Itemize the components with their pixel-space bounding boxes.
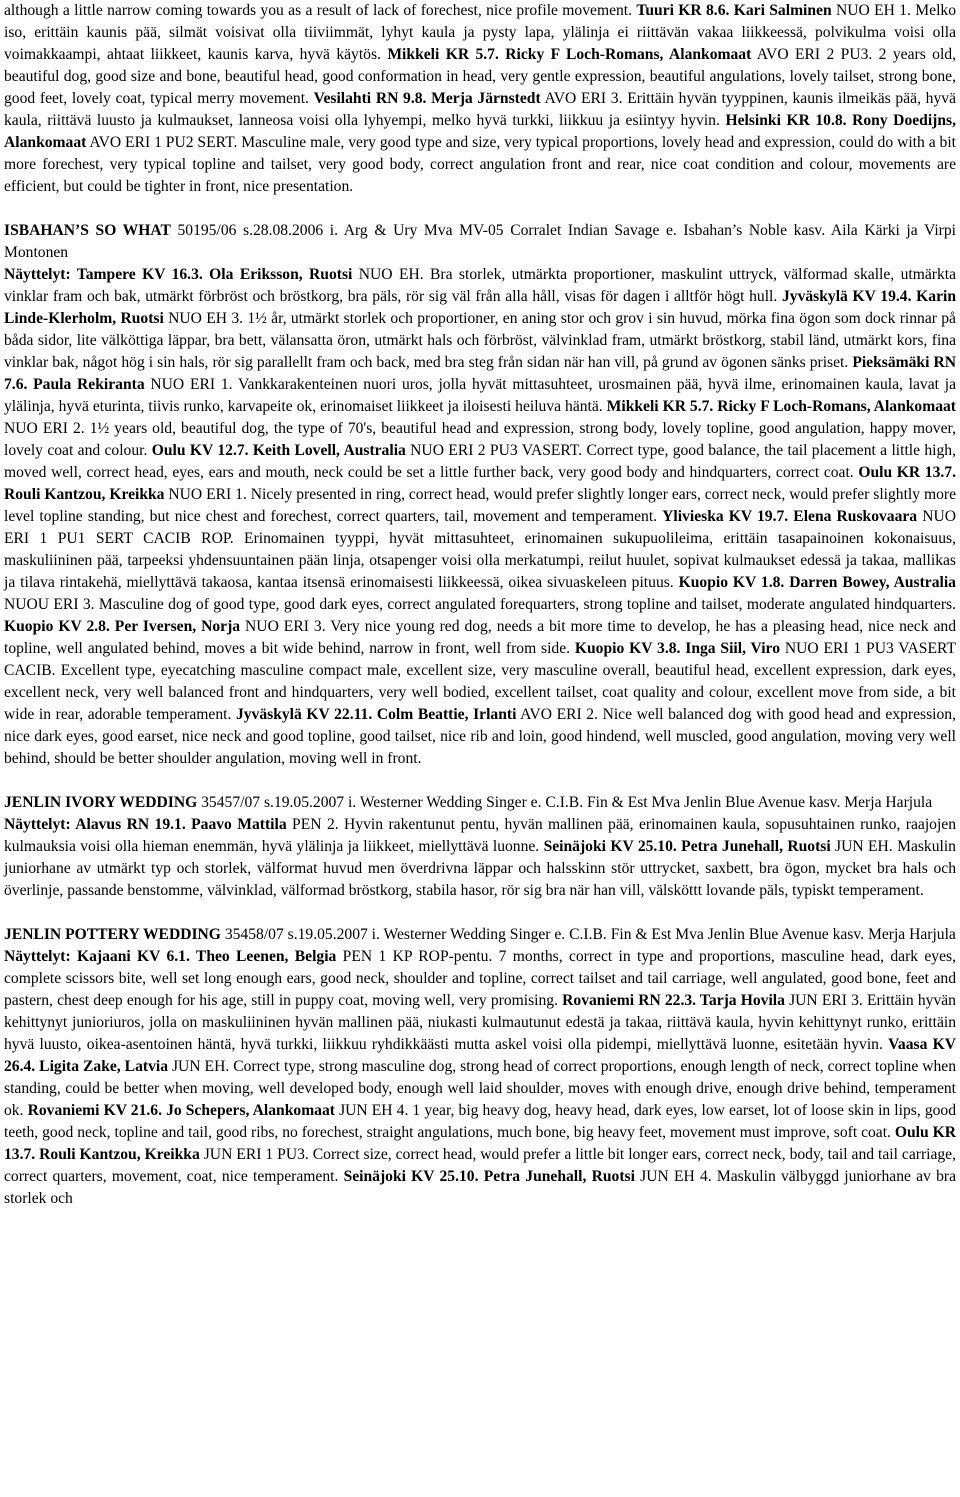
text-run: AVO ERI 2 PU3. 2 years old, beautiful dog, good size and bone, beautiful head, good conformation in head, very gentle expression, beautiful angulations, lovely tailset, strong bone, good feet, lovely coat, typical merry movement. — [4, 46, 956, 107]
bold-run: Jyväskylä KV 22.11. Colm Beattie, Irlanti — [235, 706, 517, 723]
bold-run: Näyttelyt: Tampere KV 16.3. Ola Eriksson, Ruotsi — [4, 266, 353, 283]
text-run: JUN EH. Correct type, strong masculine dog, strong head of correct proportions, enough length of neck, correct topline when standing, could be better when moving, well developed body, enough well laid shoulder, moves with enough drive, enough drive behind, temperament ok. — [4, 1058, 956, 1119]
text-run: NUOU ERI 3. Masculine dog of good type, good dark eyes, correct angulated forequarters, strong topline and tailset, moderate angulated hindquarters. — [4, 596, 956, 613]
text-run: NUO EH. Bra storlek, utmärkta proportioner, maskulint uttryck, välformad skalle, utmärkta vinklar fram och bak, utmärkt förbröst och bröstkorg, bra päls, rör sig väl från alla håll, visas för dagen i alltför högt hull. — [4, 266, 956, 305]
entry-heading-jenlin-pottery-wedding — [4, 924, 956, 946]
bold-run: Vaasa KV 26.4. Ligita Zake, Latvia — [4, 1036, 957, 1075]
bold-run: Mikkeli KR 5.7. Ricky F Loch-Romans, Alankomaat — [387, 46, 752, 63]
text-run: NUO ERI 1 PU3 VASERT CACIB. Excellent type, eyecatching masculine compact male, excellent size, very masculine overall, beautiful head, excellent expression, dark eyes, excellent neck, very well balanced front and hindquarters, very well bodied, excellent tailset, coat quality and colour, excellent move from side, a bit wide in rear, adorable temperament. — [4, 640, 956, 723]
bold-run: ISBAHAN’S SO WHAT — [4, 222, 171, 239]
text-run: NUO ERI 1 PU1 SERT CACIB ROP. Erinomainen tyyppi, hyvät mittasuhteet, erinomainen sukupuolileima, erittäin tasapainoinen kokonaisuus, maskuliininen pää, tarpeeksi yhdensuuntainen pään linja, otsapenger voisi olla merkatumpi, reilut huulet, sopivat kulmaukset edessä ja takaa, mallikas ja tilava rintakehä, miellyttävä takaosa, kantaa itsensä erinomaisesti liikkeessä, oikea sivuaskeleen pituus. — [4, 508, 956, 591]
bold-run: Tuuri KR 8.6. Kari Salminen — [636, 2, 832, 19]
bold-run: Rovaniemi KV 21.6. Jo Schepers, Alankomaat — [27, 1102, 335, 1119]
bold-run: JENLIN POTTERY WEDDING — [4, 926, 221, 943]
bold-run: Seinäjoki KV 25.10. Petra Junehall, Ruotsi — [343, 1168, 635, 1185]
bold-run: Mikkeli KR 5.7. Ricky F Loch-Romans, Alankomaat — [606, 398, 956, 415]
bold-run: Helsinki KR 10.8. Rony Doedijns, Alankomaat — [4, 112, 956, 151]
shows-isbahans-so-what — [4, 264, 956, 770]
bold-run: Jyväskylä KV 19.4. Karin Linde-Klerholm, Ruotsi — [4, 288, 956, 327]
text-run: NUO ERI 1. Vankkarakenteinen nuori uros, jolla hyvät mittasuhteet, urosmainen pää, hyvä ilme, erinomainen kaula, lavat ja ylälinja, hyvä eturinta, tiivis runko, karvapeite ok, erinomaiset liikkeet ja iloisesti heiluva häntä. — [4, 376, 956, 415]
text-run: 35457/07 s.19.05.2007 i. Westerner Wedding Singer e. C.I.B. Fin & Est Mva Jenlin Blue Avenue kasv. Merja Harjula — [197, 794, 933, 811]
text-run: PEN 2. Hyvin rakentunut pentu, hyvän mallinen pää, erinomainen kaula, sopusuhtainen runko, raajojen kulmauksia voisi olla hieman enemmän, hyvä ylälinja ja liikkeet, miellyttävä luonne. — [4, 816, 956, 855]
bold-run: Pieksämäki RN 7.6. Paula Rekiranta — [4, 354, 956, 393]
text-run: NUO EH 3. 1½ år, utmärkt storlek och proportioner, en aning stor och grov i sin huvud, mörka fina ögon som dock rinnar på båda sidor, lite välköttiga läppar, bra bett, välansatta öron, utmärkt hals och förbröst, välvinklad fram, utmärkt bröstkorg, stabil länd, utmärkt kors, fina vinklar bak, något hög i sin hals, rör sig parallellt fram och back, med bra steg från sidan när han vill, på grund av ögonen sänks priset. — [4, 310, 956, 371]
bold-run: JENLIN IVORY WEDDING — [4, 794, 198, 811]
bold-run: Kuopio KV 2.8. Per Iversen, Norja — [4, 618, 241, 635]
text-run: JUN EH 4. Maskulin välbyggd juniorhane av bra storlek och — [4, 1168, 956, 1207]
bold-run: Kuopio KV 1.8. Darren Bowey, Australia — [678, 574, 956, 591]
bold-run: Näyttelyt: Kajaani KV 6.1. Theo Leenen, Belgia — [4, 948, 337, 965]
bold-run: Ylivieska KV 19.7. Elena Ruskovaara — [662, 508, 918, 525]
entry-heading-isbahans-so-what — [4, 220, 956, 264]
text-run: AVO ERI 3. Erittäin hyvän tyyppinen, kaunis ilmeikäs pää, hyvä kaula, riittävä luusto ja kulmaukset, lanneosa voisi olla lyhyempi, melko hyvä turkki, liikkuu ja esiintyy hyvin. — [4, 90, 956, 129]
text-run: JUN ERI 3. Erittäin hyvän kehittynyt junioriuros, jolla on maskuliininen hyvän mallinen pää, niukasti kulmautunut edestä ja takaa, riittävä kaula, hyvin kehittynyt runko, erittäin hyvä luusto, oikea-asentoinen häntä, hyvä turkki, liikkuu ryhdikkäästi mutta askel voisi olla pidempi, miellyttävä luonne, esitetään hyvin. — [4, 992, 956, 1053]
paragraph-gap — [4, 902, 956, 924]
bold-run: Seinäjoki KV 25.10. Petra Junehall, Ruotsi — [543, 838, 831, 855]
bold-run: Näyttelyt: Alavus RN 19.1. Paavo Mattila — [4, 816, 287, 833]
bold-run: Oulu KR 13.7. Rouli Kantzou, Kreikka — [4, 464, 956, 503]
paragraph-p0 — [4, 0, 956, 198]
text-run: NUO EH 1. Melko iso, erittäin kaunis pää, silmät voisivat olla tiiviimmät, lyhyt kaula ja pysty lapa, ylälinja ei riittävän vakaa liikkeessä, polvikulma voisi olla voimakkaampi, ahtaat liikkeet, kaunis karva, hyvä käytös. — [4, 2, 956, 63]
bold-run: Rovaniemi RN 22.3. Tarja Hovila — [562, 992, 785, 1009]
bold-run: Vesilahti RN 9.8. Merja Järnstedt — [313, 90, 541, 107]
bold-run: Oulu KV 12.7. Keith Lovell, Australia — [151, 442, 406, 459]
text-run: AVO ERI 2. Nice well balanced dog with good head and expression, nice dark eyes, good earset, nice neck and good topline, good tailset, nice rib and loin, good hindend, well muscled, good angulation, moving very well behind, should be better shoulder angulation, moving well in front. — [4, 706, 956, 767]
text-run: JUN EH 4. 1 year, big heavy dog, heavy head, dark eyes, low earset, lot of loose skin in lips, good teeth, good neck, topline and tail, good ribs, no forechest, straight angulations, much bone, big heavy feet, movement must improve, soft coat. — [4, 1102, 957, 1141]
text-run: PEN 1 KP ROP-pentu. 7 months, correct in type and proportions, masculine head, dark eyes, complete scissors bite, well set long enough ears, good neck, shoulder and topline, correct tailset and tail carriage, well angulated, good bone, feet and pastern, chest deep enough for his age, still in puppy coat, moving well, very promising. — [4, 948, 956, 1009]
paragraph-gap — [4, 770, 956, 792]
bold-run: Kuopio KV 3.8. Inga Siil, Viro — [574, 640, 780, 657]
shows-jenlin-ivory-wedding — [4, 814, 956, 902]
text-run: JUN ERI 1 PU3. Correct size, correct head, would prefer a little bit longer ears, correct neck, body, tail and tail carriage, correct quarters, movement, coat, nice temperament. — [4, 1146, 957, 1185]
text-run: although a little narrow coming towards you as a result of lack of forechest, nice profile movement. — [4, 2, 637, 19]
text-run: 35458/07 s.19.05.2007 i. Westerner Wedding Singer e. C.I.B. Fin & Est Mva Jenlin Blue Avenue kasv. Merja Harjula — [220, 926, 956, 943]
text-run: JUN EH. Maskulin juniorhane av utmärkt typ och storlek, välformat huvud men överdrivna läppar och halsskinn stör uttrycket, saxbett, bra ögon, mycket bra hals och överlinje, passande benstomme, välvinklad, välformad bröstkorg, stabila hasor, rör sig bra när han vill, välsköttt lovande päls, typiskt temperament. — [4, 838, 956, 899]
text-run: NUO ERI 2 PU3 VASERT. Correct type, good balance, the tail placement a little high, moved well, correct head, eyes, ears and mouth, neck could be set a little further back, very good body and hindquarters, correct coat. — [4, 442, 957, 481]
text-run: NUO ERI 1. Nicely presented in ring, correct head, would prefer slightly longer ears, correct neck, would prefer slightly more level topline standing, but nice chest and forechest, correct quarters, tail, movement and temperament. — [4, 486, 956, 525]
paragraph-gap — [4, 198, 956, 220]
text-run: AVO ERI 1 PU2 SERT. Masculine male, very good type and size, very typical proportions, lovely head and expression, could do with a bit more forechest, very typical topline and tailset, very good body, correct angulation front and rear, nice coat condition and colour, movements are efficient, but could be tighter in front, nice presentation. — [4, 134, 956, 195]
bold-run: Oulu KR 13.7. Rouli Kantzou, Kreikka — [4, 1124, 956, 1163]
shows-jenlin-pottery-wedding — [4, 946, 956, 1210]
text-run: NUO ERI 2. 1½ years old, beautiful dog, the type of 70's, beautiful head and expression, strong body, lovely topline, good angulation, happy mover, lovely coat and colour. — [4, 420, 956, 459]
text-run: 50195/06 s.28.08.2006 i. Arg & Ury Mva MV-05 Corralet Indian Savage e. Isbahan’s Noble kasv. Aila Kärki ja Virpi Montonen — [4, 222, 956, 261]
entry-heading-jenlin-ivory-wedding — [4, 792, 956, 814]
text-run: NUO ERI 3. Very nice young red dog, needs a bit more time to develop, he has a pleasing head, nice neck and topline, well angulated behind, moves a bit wide behind, narrow in front, well from side. — [4, 618, 956, 657]
